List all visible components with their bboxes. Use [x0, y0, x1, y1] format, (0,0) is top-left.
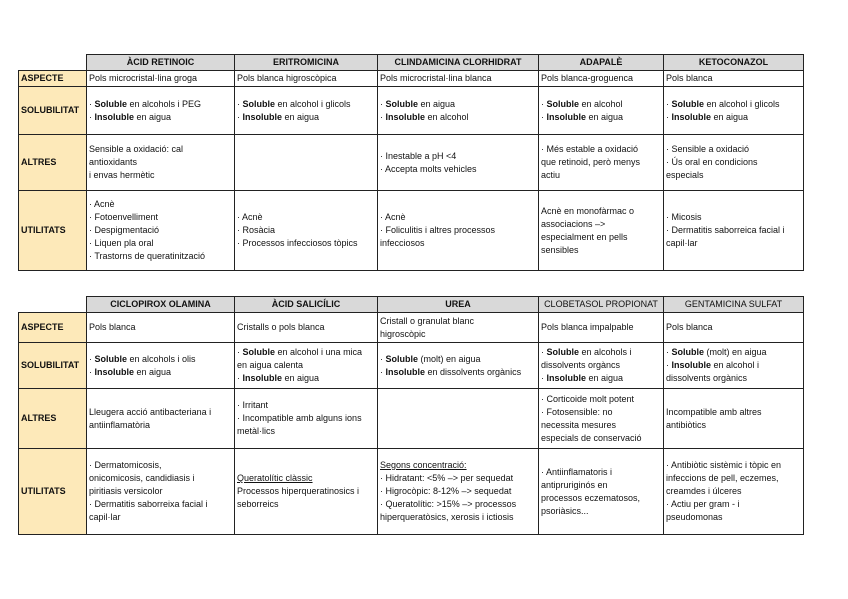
table-cell: Pols microcristal·lina groga	[87, 71, 235, 87]
table-cell: Pols blanca	[664, 313, 804, 343]
table-cell: · Soluble en alcohol · Insoluble en aigua	[539, 87, 664, 135]
table-cell: · Irritant · Incompatible amb alguns ions metàl·lics	[235, 389, 378, 449]
table-cell: Pols blanca	[87, 313, 235, 343]
column-header: CLINDAMICINA CLORHIDRAT	[378, 55, 539, 71]
corner-cell	[19, 55, 87, 71]
row-header-solubilitat: SOLUBILITAT	[19, 343, 87, 389]
table-cell: Pols blanca	[664, 71, 804, 87]
column-header: ADAPALÈ	[539, 55, 664, 71]
column-header: ÀCID RETINOIC	[87, 55, 235, 71]
row-header-utilitats: UTILITATS	[19, 449, 87, 535]
table-cell: Pols blanca higroscòpica	[235, 71, 378, 87]
row-header-aspecte: ASPECTE	[19, 313, 87, 343]
table-cell: · Acnè · Foliculitis i altres processos infecciosos	[378, 191, 539, 271]
table-cell: · Soluble (molt) en aigua · Insoluble en dissolvents orgànics	[378, 343, 539, 389]
column-header: ÀCID SALICÍLIC	[235, 297, 378, 313]
column-header: CICLOPIROX OLAMINA	[87, 297, 235, 313]
corner-cell	[19, 297, 87, 313]
row-header-altres: ALTRES	[19, 389, 87, 449]
table-cell: Cristall o granulat blanc higroscòpic	[378, 313, 539, 343]
column-header: ERITROMICINA	[235, 55, 378, 71]
table-cell: · Micosis · Dermatitis saborreica facial i capil·lar	[664, 191, 804, 271]
table-cell	[235, 135, 378, 191]
table-row	[19, 71, 804, 87]
table-cell: · Soluble en alcohol i una mica en aigua calenta · Insoluble en aigua	[235, 343, 378, 389]
table-cell: · Soluble en alcohols i olis · Insoluble en aigua	[87, 343, 235, 389]
table-cell: · Acnè · Rosàcia · Processos infecciosos tòpics	[235, 191, 378, 271]
row-header-altres: ALTRES	[19, 135, 87, 191]
table-cell: Incompatible amb altres antibiòtics	[664, 389, 804, 449]
table-row	[19, 135, 804, 191]
table-cell: · Sensible a oxidació · Ús oral en condicions especials	[664, 135, 804, 191]
table-row	[19, 313, 804, 343]
table-cell: · Soluble (molt) en aigua · Insoluble en alcohol i dissolvents orgànics	[664, 343, 804, 389]
table-cell: Lleugera acció antibacteriana i antiinflamatòria	[87, 389, 235, 449]
row-header-solubilitat: SOLUBILITAT	[19, 87, 87, 135]
table-row	[19, 343, 804, 389]
table-cell: · Soluble en alcohol i glicols · Insoluble en aigua	[664, 87, 804, 135]
table-cell: Queratolític clàssic Processos hiperqueratinosics i seborreics	[235, 449, 378, 535]
row-header-utilitats: UTILITATS	[19, 191, 87, 271]
table-ciclopirox-group	[18, 296, 804, 535]
column-header: GENTAMICINA SULFAT	[664, 297, 804, 313]
table-cell: · Acnè · Fotoenvelliment · Despigmentació · Liquen pla oral · Trastorns de queratinització	[87, 191, 235, 271]
table-row	[19, 191, 804, 271]
table-cell: Cristalls o pols blanca	[235, 313, 378, 343]
table-cell: · Dermatomicosis, onicomicosis, candidiasis i piritiasis versicolor · Dermatitis saborreixa facial i capil·lar	[87, 449, 235, 535]
table-cell: · Soluble en alcohol i glicols · Insoluble en aigua	[235, 87, 378, 135]
table-cell: · Soluble en aigua · Insoluble en alcohol	[378, 87, 539, 135]
table-cell	[378, 389, 539, 449]
table-row	[19, 389, 804, 449]
table-row	[19, 87, 804, 135]
column-header: UREA	[378, 297, 539, 313]
table-row	[19, 449, 804, 535]
table-cell: · Antiinflamatoris i antipruriginós en processos eczematosos, psoriàsics...	[539, 449, 664, 535]
table-cell: Pols microcristal·lina blanca	[378, 71, 539, 87]
table-cell: Sensible a oxidació: cal antioxidants i envas hermètic	[87, 135, 235, 191]
subheading: Segons concentració:	[380, 460, 467, 470]
table-cell: Acnè en monofàrmac o associacions –> especialment en pells sensibles	[539, 191, 664, 271]
column-header: KETOCONAZOL	[664, 55, 804, 71]
table-cell: · Antibiòtic sistèmic i tòpic en infeccions de pell, eczemes, creamdes i úlceres · Actiu per gram - i pseudomonas	[664, 449, 804, 535]
table-cell: Pols blanca impalpable	[539, 313, 664, 343]
table-header-row	[19, 55, 804, 71]
table-header-row	[19, 297, 804, 313]
row-header-aspecte: ASPECTE	[19, 71, 87, 87]
table-cell: · Corticoide molt potent · Fotosensible: no necessita mesures especials de conservació	[539, 389, 664, 449]
table-retinoic-group	[18, 54, 804, 271]
table-cell: Pols blanca-groguenca	[539, 71, 664, 87]
table-cell: · Inestable a pH <4 · Accepta molts vehicles	[378, 135, 539, 191]
table-cell: · Més estable a oxidació que retinoid, però menys actiu	[539, 135, 664, 191]
table-cell: · Soluble en alcohols i dissolvents orgàncs · Insoluble en aigua	[539, 343, 664, 389]
table-cell: Segons concentració: · Hidratant: <5% –> per sequedat · Higrocòpic: 8-12% –> sequedat · Queratolític: >15% –> processos hiperqueratòsics, xerosis i ictiosis	[378, 449, 539, 535]
subheading: Queratolític clàssic	[237, 473, 313, 483]
table-cell: · Soluble en alcohols i PEG · Insoluble en aigua	[87, 87, 235, 135]
column-header: CLOBETASOL PROPIONAT	[539, 297, 664, 313]
